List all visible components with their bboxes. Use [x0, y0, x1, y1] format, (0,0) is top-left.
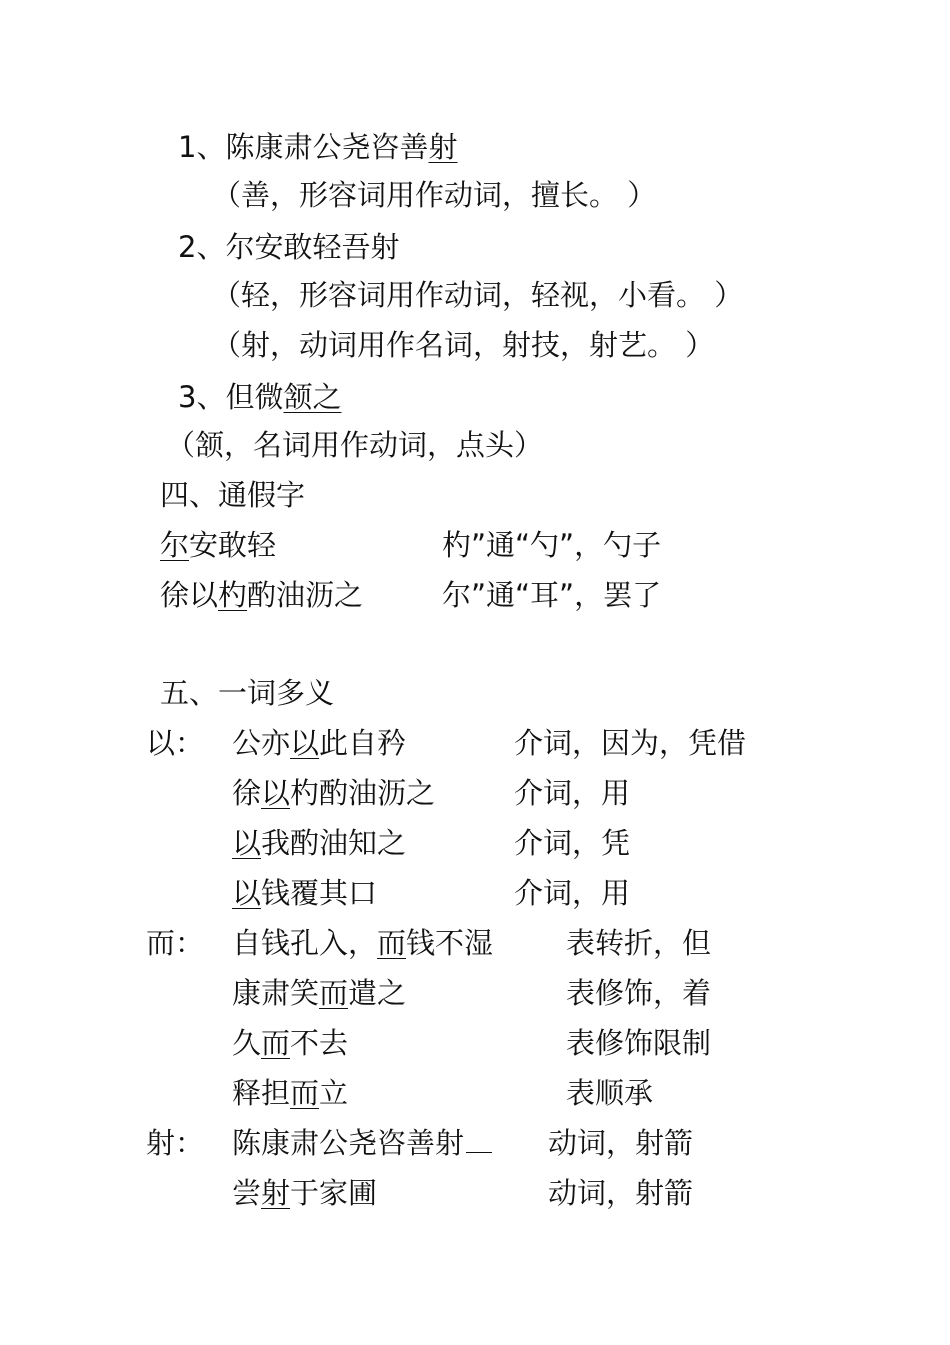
note-3: （颔，名词用作动词，点头）: [166, 428, 544, 462]
row-text: 公亦: [232, 726, 291, 760]
row-text: 立: [319, 1076, 349, 1110]
meaning: 介词，凭: [514, 826, 631, 860]
example-row: [232, 726, 406, 760]
meaning: 介词，用: [514, 876, 631, 910]
row-text: 徐: [232, 776, 262, 810]
item-number: 1、: [178, 130, 226, 164]
item-3: [178, 380, 341, 414]
underlined-word: 而: [261, 1026, 291, 1060]
example-row: [232, 876, 377, 910]
blank-underline: [466, 1130, 492, 1153]
example-row: [232, 1176, 377, 1210]
heading-tongjiazi: 四、通假字: [160, 478, 306, 512]
underlined-word: 射: [261, 1176, 291, 1210]
row-text: 酌油沥之: [247, 578, 364, 612]
row-text: 陈康肃公尧咨善射: [232, 1126, 465, 1160]
note-1: （善，形容词用作动词，擅长。 ）: [212, 178, 657, 212]
underlined-word: 而: [290, 1076, 320, 1110]
group-key-er: 而：: [146, 926, 205, 960]
group-key-yi: 以：: [146, 726, 205, 760]
row-text: 康肃笑: [232, 976, 320, 1010]
meaning: 介词，因为，凭借: [514, 726, 747, 760]
meaning: 动词，射箭: [548, 1176, 694, 1210]
item-text: 但微: [225, 380, 284, 414]
example-row: [232, 1126, 492, 1160]
note-2b: （射，动词用作名词，射技，射艺。 ）: [212, 328, 715, 362]
tongjia-row-2: [160, 578, 363, 612]
row-text: 徐以: [160, 578, 219, 612]
row-text: 久: [232, 1026, 262, 1060]
group-key-she: 射：: [146, 1126, 205, 1160]
item-number: 2、: [178, 230, 226, 264]
row-text: 自钱孔入，: [232, 926, 378, 960]
tongjia-note-2: 尔”通“耳”，罢了: [442, 578, 662, 612]
row-text: 于家圃: [290, 1176, 378, 1210]
underlined-word: 以: [261, 776, 291, 810]
example-row: [232, 1026, 348, 1060]
example-row: [232, 976, 406, 1010]
item-2: [178, 230, 399, 264]
row-text: 钱不湿: [406, 926, 494, 960]
meaning: 介词，用: [514, 776, 631, 810]
underlined-word: 射: [428, 130, 458, 164]
row-text: 遣之: [348, 976, 407, 1010]
example-row: [232, 926, 493, 960]
underlined-word: 尔: [160, 528, 190, 562]
row-text: 杓酌油沥之: [290, 776, 436, 810]
tongjia-row-1: [160, 528, 276, 562]
item-text: 陈康肃公尧咨善: [225, 130, 429, 164]
meaning: 表转折，但: [566, 926, 712, 960]
row-text: 释担: [232, 1076, 291, 1110]
item-number: 3、: [178, 380, 226, 414]
row-text: 钱覆其口: [261, 876, 378, 910]
example-row: [232, 1076, 348, 1110]
example-row: [232, 776, 435, 810]
meaning: 表修饰限制: [566, 1026, 712, 1060]
item-text: 尔安敢轻吾射: [225, 230, 400, 264]
underlined-word: 而: [377, 926, 407, 960]
meaning: 动词，射箭: [548, 1126, 694, 1160]
tongjia-note-1: 杓”通“勺”，勺子: [442, 528, 662, 562]
row-text: 我酌油知之: [261, 826, 407, 860]
underlined-word: 以: [232, 876, 262, 910]
note-2a: （轻，形容词用作动词，轻视，小看。 ）: [212, 278, 744, 312]
underlined-word: 以: [232, 826, 262, 860]
heading-yiciduoyi: 五、一词多义: [160, 676, 335, 710]
underlined-word: 杓: [218, 578, 248, 612]
row-text: 不去: [290, 1026, 349, 1060]
meaning: 表修饰，着: [566, 976, 712, 1010]
example-row: [232, 826, 406, 860]
underlined-word: 而: [319, 976, 349, 1010]
row-text: 此自矜: [319, 726, 407, 760]
underlined-word: 颔之: [283, 380, 342, 414]
row-text: 尝: [232, 1176, 262, 1210]
meaning: 表顺承: [566, 1076, 654, 1110]
underlined-word: 以: [290, 726, 320, 760]
item-1: [178, 130, 457, 164]
row-text: 安敢轻: [189, 528, 277, 562]
